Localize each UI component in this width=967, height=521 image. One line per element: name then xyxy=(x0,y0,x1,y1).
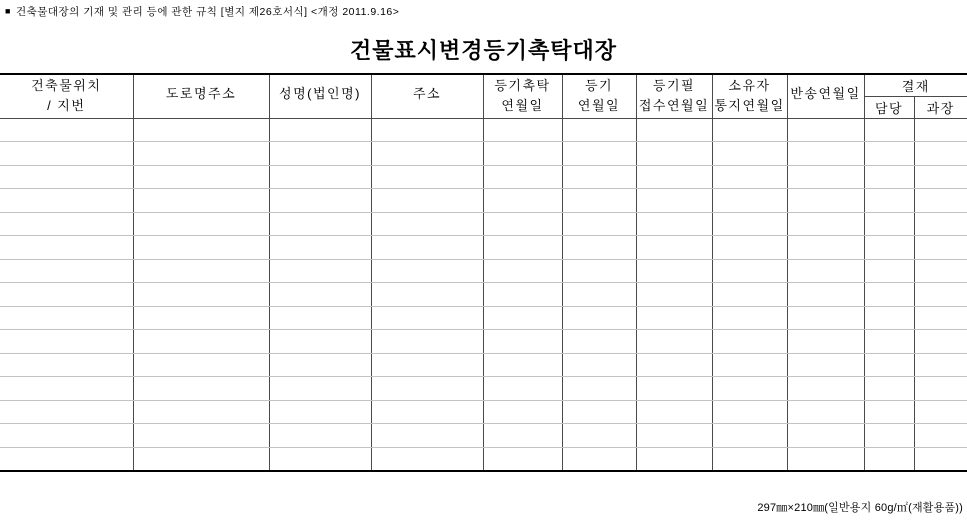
empty-cell xyxy=(371,306,483,330)
empty-cell xyxy=(133,142,269,166)
empty-cell xyxy=(636,424,712,448)
empty-cell xyxy=(864,447,914,471)
table-row xyxy=(0,330,967,354)
empty-cell xyxy=(133,212,269,236)
empty-cell xyxy=(787,424,864,448)
empty-cell xyxy=(0,400,133,424)
empty-cell xyxy=(483,189,562,213)
empty-cell xyxy=(483,259,562,283)
column-header-registration-request-date: 등기촉탁 연월일 xyxy=(483,74,562,118)
empty-cell xyxy=(133,447,269,471)
empty-cell xyxy=(371,142,483,166)
table-row xyxy=(0,118,967,142)
empty-cell xyxy=(483,447,562,471)
empty-cell xyxy=(712,353,787,377)
empty-cell xyxy=(371,424,483,448)
empty-cell xyxy=(371,330,483,354)
empty-cell xyxy=(483,400,562,424)
regulation-note-text: 건축물대장의 기재 및 관리 등에 관한 규칙 [별지 제26호서식] <개정 2011.9.16> xyxy=(15,6,400,18)
empty-cell xyxy=(864,283,914,307)
empty-cell xyxy=(0,424,133,448)
empty-cell xyxy=(914,400,967,424)
empty-cell xyxy=(371,377,483,401)
empty-cell xyxy=(371,259,483,283)
table-row xyxy=(0,212,967,236)
empty-cell xyxy=(864,424,914,448)
empty-cell xyxy=(133,283,269,307)
empty-cell xyxy=(914,377,967,401)
empty-cell xyxy=(914,118,967,142)
empty-cell xyxy=(483,424,562,448)
empty-cell xyxy=(787,377,864,401)
empty-cell xyxy=(562,377,636,401)
empty-cell xyxy=(787,306,864,330)
empty-cell xyxy=(787,142,864,166)
column-header-name-corporate-name: 성명(법인명) xyxy=(269,74,371,118)
empty-cell xyxy=(914,353,967,377)
table-row xyxy=(0,236,967,260)
empty-cell xyxy=(712,259,787,283)
empty-cell xyxy=(0,189,133,213)
empty-cell xyxy=(712,447,787,471)
empty-cell xyxy=(0,447,133,471)
empty-cell xyxy=(636,212,712,236)
empty-cell xyxy=(269,400,371,424)
table-row xyxy=(0,142,967,166)
empty-cell xyxy=(787,330,864,354)
empty-cell xyxy=(269,330,371,354)
empty-cell xyxy=(0,377,133,401)
empty-cell xyxy=(636,400,712,424)
empty-cell xyxy=(269,447,371,471)
column-header-address: 주소 xyxy=(371,74,483,118)
empty-cell xyxy=(562,189,636,213)
empty-cell xyxy=(636,236,712,260)
empty-cell xyxy=(914,447,967,471)
empty-cell xyxy=(269,424,371,448)
table-row xyxy=(0,283,967,307)
empty-cell xyxy=(133,424,269,448)
empty-cell xyxy=(0,165,133,189)
empty-cell xyxy=(787,118,864,142)
empty-cell xyxy=(371,447,483,471)
empty-cell xyxy=(864,165,914,189)
empty-cell xyxy=(133,353,269,377)
empty-cell xyxy=(864,189,914,213)
empty-cell xyxy=(562,447,636,471)
empty-cell xyxy=(712,330,787,354)
empty-cell xyxy=(269,353,371,377)
empty-cell xyxy=(562,306,636,330)
empty-cell xyxy=(269,377,371,401)
empty-cell xyxy=(133,236,269,260)
table-body xyxy=(0,118,967,471)
empty-cell xyxy=(914,165,967,189)
empty-cell xyxy=(636,259,712,283)
empty-cell xyxy=(483,283,562,307)
column-header-approval-group: 결재 xyxy=(864,74,967,96)
empty-cell xyxy=(712,165,787,189)
column-header-registration-date: 등기 연월일 xyxy=(562,74,636,118)
column-header-road-name-address: 도로명주소 xyxy=(133,74,269,118)
empty-cell xyxy=(864,212,914,236)
empty-cell xyxy=(483,118,562,142)
empty-cell xyxy=(371,189,483,213)
empty-cell xyxy=(864,330,914,354)
empty-cell xyxy=(483,377,562,401)
empty-cell xyxy=(636,377,712,401)
empty-cell xyxy=(636,165,712,189)
empty-cell xyxy=(787,165,864,189)
empty-cell xyxy=(0,283,133,307)
empty-cell xyxy=(371,212,483,236)
column-header-approval-staff: 담당 xyxy=(864,96,914,118)
empty-cell xyxy=(787,283,864,307)
empty-cell xyxy=(562,283,636,307)
empty-cell xyxy=(636,189,712,213)
empty-cell xyxy=(371,165,483,189)
empty-cell xyxy=(636,283,712,307)
column-header-owner-notification-date: 소유자 통지연월일 xyxy=(712,74,787,118)
empty-cell xyxy=(787,447,864,471)
empty-cell xyxy=(562,212,636,236)
empty-cell xyxy=(914,330,967,354)
empty-cell xyxy=(914,283,967,307)
empty-cell xyxy=(269,189,371,213)
column-header-return-date: 반송연월일 xyxy=(787,74,864,118)
column-header-approval-manager: 과장 xyxy=(914,96,967,118)
empty-cell xyxy=(0,259,133,283)
empty-cell xyxy=(269,142,371,166)
table-row xyxy=(0,189,967,213)
empty-cell xyxy=(636,447,712,471)
empty-cell xyxy=(636,330,712,354)
table-row xyxy=(0,424,967,448)
empty-cell xyxy=(712,236,787,260)
empty-cell xyxy=(712,212,787,236)
table-row xyxy=(0,165,967,189)
empty-cell xyxy=(562,259,636,283)
empty-cell xyxy=(712,424,787,448)
empty-cell xyxy=(269,283,371,307)
empty-cell xyxy=(133,400,269,424)
table-header xyxy=(0,74,967,118)
empty-cell xyxy=(269,259,371,283)
empty-cell xyxy=(269,118,371,142)
empty-cell xyxy=(0,236,133,260)
empty-cell xyxy=(864,377,914,401)
empty-cell xyxy=(133,165,269,189)
empty-cell xyxy=(483,212,562,236)
empty-cell xyxy=(0,212,133,236)
empty-cell xyxy=(636,306,712,330)
empty-cell xyxy=(562,424,636,448)
empty-cell xyxy=(371,283,483,307)
column-header-building-location: 건축물위치 / 지번 xyxy=(0,74,133,118)
empty-cell xyxy=(712,377,787,401)
empty-cell xyxy=(864,353,914,377)
empty-cell xyxy=(914,424,967,448)
table-row xyxy=(0,377,967,401)
empty-cell xyxy=(864,142,914,166)
empty-cell xyxy=(0,118,133,142)
empty-cell xyxy=(0,353,133,377)
empty-cell xyxy=(864,236,914,260)
empty-cell xyxy=(483,353,562,377)
empty-cell xyxy=(0,306,133,330)
empty-cell xyxy=(712,400,787,424)
empty-cell xyxy=(787,236,864,260)
empty-cell xyxy=(0,142,133,166)
square-bullet-icon: ■ xyxy=(5,6,11,16)
table-row xyxy=(0,447,967,471)
empty-cell xyxy=(133,306,269,330)
table-row xyxy=(0,353,967,377)
empty-cell xyxy=(914,259,967,283)
empty-cell xyxy=(371,400,483,424)
empty-cell xyxy=(914,189,967,213)
empty-cell xyxy=(371,353,483,377)
empty-cell xyxy=(636,353,712,377)
empty-cell xyxy=(269,165,371,189)
empty-cell xyxy=(787,353,864,377)
empty-cell xyxy=(914,142,967,166)
empty-cell xyxy=(562,165,636,189)
empty-cell xyxy=(712,283,787,307)
empty-cell xyxy=(133,330,269,354)
empty-cell xyxy=(269,236,371,260)
empty-cell xyxy=(914,306,967,330)
empty-cell xyxy=(483,142,562,166)
empty-cell xyxy=(562,353,636,377)
empty-cell xyxy=(483,306,562,330)
empty-cell xyxy=(914,212,967,236)
empty-cell xyxy=(483,330,562,354)
empty-cell xyxy=(787,189,864,213)
empty-cell xyxy=(914,236,967,260)
table-row xyxy=(0,259,967,283)
empty-cell xyxy=(864,400,914,424)
regulation-note xyxy=(5,4,399,19)
empty-cell xyxy=(562,118,636,142)
empty-cell xyxy=(562,142,636,166)
form-title: 건물표시변경등기촉탁대장 xyxy=(349,38,618,63)
empty-cell xyxy=(371,236,483,260)
empty-cell xyxy=(636,142,712,166)
column-header-registration-complete-receipt-date: 등기필 접수연월일 xyxy=(636,74,712,118)
empty-cell xyxy=(712,118,787,142)
empty-cell xyxy=(712,306,787,330)
empty-cell xyxy=(712,189,787,213)
empty-cell xyxy=(371,118,483,142)
empty-cell xyxy=(562,400,636,424)
empty-cell xyxy=(483,165,562,189)
empty-cell xyxy=(787,259,864,283)
empty-cell xyxy=(562,236,636,260)
empty-cell xyxy=(133,377,269,401)
empty-cell xyxy=(787,400,864,424)
paper-size-note: 297㎜×210㎜(일반용지 60g/㎡(재활용품)) xyxy=(757,502,963,514)
empty-cell xyxy=(133,118,269,142)
empty-cell xyxy=(864,259,914,283)
empty-cell xyxy=(787,212,864,236)
empty-cell xyxy=(133,259,269,283)
empty-cell xyxy=(864,118,914,142)
empty-cell xyxy=(133,189,269,213)
empty-cell xyxy=(864,306,914,330)
empty-cell xyxy=(0,330,133,354)
empty-cell xyxy=(636,118,712,142)
empty-cell xyxy=(712,142,787,166)
empty-cell xyxy=(562,330,636,354)
table-row xyxy=(0,400,967,424)
empty-cell xyxy=(269,306,371,330)
register-table xyxy=(0,73,967,472)
empty-cell xyxy=(483,236,562,260)
empty-cell xyxy=(269,212,371,236)
table-row xyxy=(0,306,967,330)
